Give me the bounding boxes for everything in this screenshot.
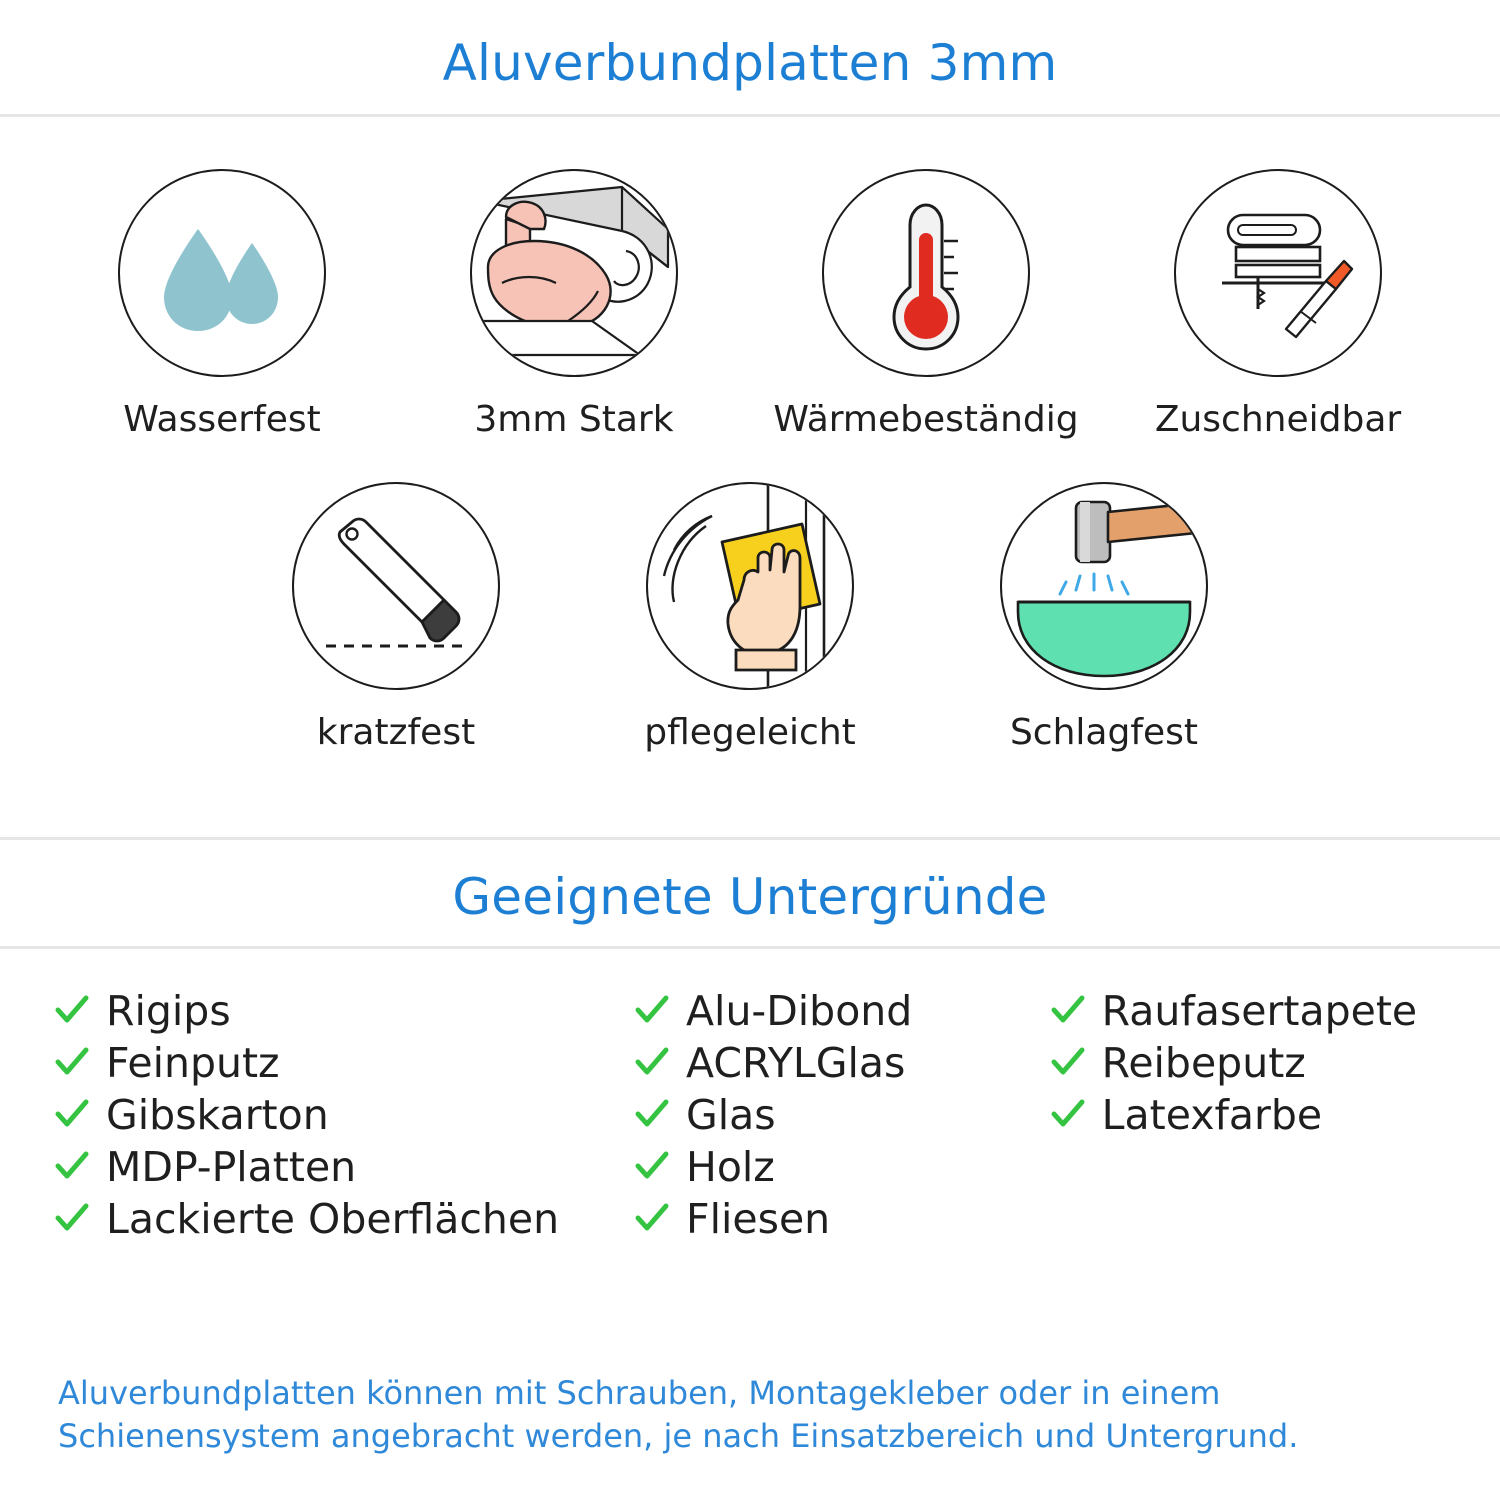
list-item	[54, 985, 634, 1037]
features-row-2	[0, 482, 1500, 753]
jigsaw-cutter-icon	[1174, 169, 1382, 377]
check-icon	[54, 1149, 90, 1185]
list-item	[634, 1089, 1050, 1141]
feature-label: kratzfest	[316, 712, 476, 753]
features-row-1	[0, 169, 1500, 440]
footnote-text: Aluverbundplatten können mit Schrauben, Montagekleber oder in einem Schienensystem angebracht werden, je nach Einsatzbereich und Untergrund.	[58, 1373, 1299, 1455]
check-icon	[54, 1097, 90, 1133]
list-item	[634, 1141, 1050, 1193]
list-item	[54, 1037, 634, 1089]
check-icon	[634, 993, 670, 1029]
list-item-label: Alu-Dibond	[686, 986, 913, 1035]
list-item-label: Latexfarbe	[1101, 1090, 1323, 1139]
check-icon	[634, 1149, 670, 1185]
list-item-label: Raufasertapete	[1101, 986, 1418, 1035]
knife-scratch-icon	[292, 482, 500, 690]
feature-label: Wärmebeständig	[773, 399, 1079, 440]
check-icon	[1050, 1097, 1086, 1133]
list-item-label: Reibeputz	[1101, 1038, 1306, 1087]
features-section	[0, 117, 1500, 753]
list-item	[1050, 1037, 1446, 1089]
feature-kratzfest	[271, 482, 521, 753]
list-item-label: Rigips	[106, 986, 231, 1035]
check-icon	[634, 1097, 670, 1133]
list-item	[1050, 985, 1446, 1037]
flexing-arm-icon	[470, 169, 678, 377]
water-drops-icon	[118, 169, 326, 377]
list-item	[634, 985, 1050, 1037]
check-icon	[54, 1201, 90, 1237]
list-item-label: Holz	[686, 1142, 775, 1191]
list-item	[634, 1193, 1050, 1245]
list-item	[54, 1193, 634, 1245]
list-item-label: Lackierte Oberflächen	[106, 1194, 560, 1243]
grounds-column-3	[1050, 985, 1446, 1141]
grounds-column-1	[54, 985, 634, 1245]
hand-cloth-wipe-icon	[646, 482, 854, 690]
list-item-label: Gibskarton	[106, 1090, 329, 1139]
feature-label: Zuschneidbar	[1154, 399, 1402, 440]
grounds-list	[0, 949, 1500, 1245]
check-icon	[634, 1201, 670, 1237]
check-icon	[1050, 993, 1086, 1029]
feature-wasserfest	[97, 169, 347, 440]
grounds-title-bar	[0, 837, 1500, 949]
feature-label: Wasserfest	[123, 399, 321, 440]
feature-schlagfest	[979, 482, 1229, 753]
list-item	[54, 1089, 634, 1141]
list-item-label: Glas	[686, 1090, 776, 1139]
feature-waermebestaendig	[773, 169, 1079, 440]
feature-3mm-stark	[449, 169, 699, 440]
grounds-column-2	[634, 985, 1050, 1245]
page-title-bar	[0, 0, 1500, 117]
thermometer-icon	[822, 169, 1030, 377]
feature-label: pflegeleicht	[644, 712, 856, 753]
feature-pflegeleicht	[625, 482, 875, 753]
list-item-label: ACRYLGlas	[686, 1038, 906, 1087]
check-icon	[634, 1045, 670, 1081]
list-item-label: MDP-Platten	[106, 1142, 357, 1191]
feature-zuschneidbar	[1153, 169, 1403, 440]
check-icon	[1050, 1045, 1086, 1081]
list-item-label: Feinputz	[106, 1038, 280, 1087]
feature-label: Schlagfest	[1009, 712, 1199, 753]
list-item	[54, 1141, 634, 1193]
feature-label: 3mm Stark	[474, 399, 674, 440]
page-title: Aluverbundplatten 3mm	[442, 34, 1058, 92]
hammer-impact-icon	[1000, 482, 1208, 690]
list-item	[1050, 1089, 1446, 1141]
list-item-label: Fliesen	[686, 1194, 831, 1243]
check-icon	[54, 1045, 90, 1081]
grounds-title: Geeignete Untergründe	[452, 868, 1048, 926]
list-item	[634, 1037, 1050, 1089]
check-icon	[54, 993, 90, 1029]
